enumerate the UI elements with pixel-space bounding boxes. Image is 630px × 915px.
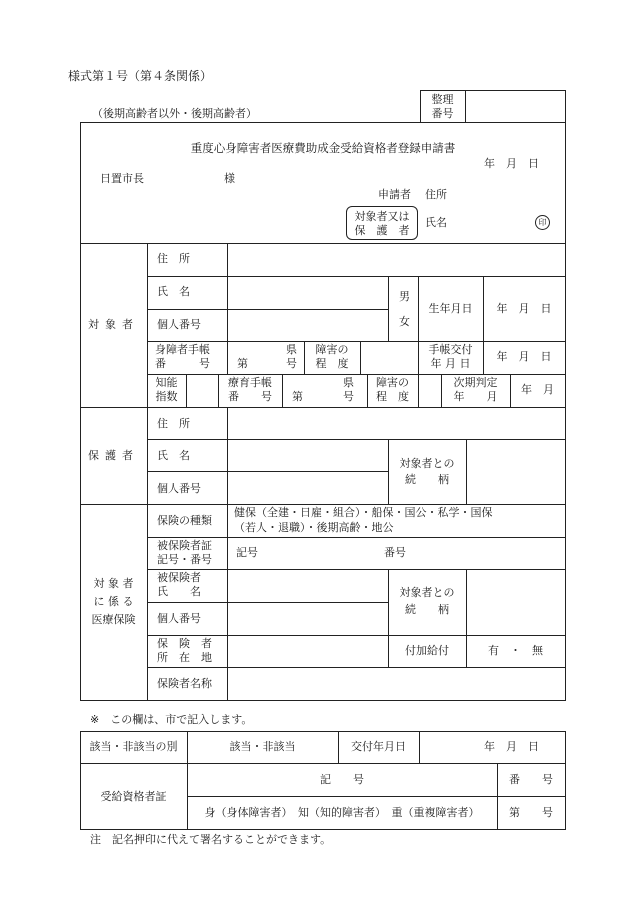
ryoiku-degree-label-2: 程 度: [376, 390, 409, 403]
insurer-address-label-1: 保 険 者: [157, 637, 212, 650]
seiri-label-1: 整理: [431, 93, 454, 106]
insurance-type-label: 保険の種類: [157, 514, 212, 527]
certificate-number[interactable]: 第 号: [509, 806, 553, 819]
subject-personal-number-label: 個人番号: [157, 318, 201, 331]
applicant-label: 申請者: [378, 188, 411, 201]
guardian-relation-label-1: 対象者との: [399, 457, 455, 470]
handbook-dai: 第: [237, 357, 248, 370]
guardian-name-label: 氏 名: [157, 449, 190, 462]
category-note: （後期高齢者以外・後期高齢者）: [92, 107, 257, 120]
handbook-label-1: 身障者手帳: [155, 343, 210, 356]
eligibility-value[interactable]: 該当・非該当: [229, 740, 296, 753]
ryoiku-pref: 県: [343, 376, 354, 389]
subject-address-field[interactable]: [228, 244, 564, 275]
birth-date-label: 生年月日: [428, 302, 473, 315]
ryoiku-gou: 号: [343, 390, 354, 403]
city-note: ※ この欄は、市で記入します。: [90, 713, 253, 726]
certificate-categories[interactable]: 身（身体障害者） 知（知的障害者） 重（重複障害者）: [204, 806, 480, 819]
form-title: 重度心身障害者医療費助成金受給資格者登録申請書: [190, 141, 456, 155]
subject-address-label: 住 所: [157, 252, 190, 265]
seal-mark: 印: [535, 215, 550, 230]
insurance-personal-number-label: 個人番号: [157, 612, 201, 625]
insurance-card-label-1: 被保険者証: [157, 539, 212, 552]
insurer-name-label: 保険者名称: [157, 677, 212, 690]
next-review-label-2: 年 月: [453, 390, 498, 403]
subject-section-label: 対象者: [88, 318, 139, 331]
supplement-label: 付加給付: [405, 644, 449, 657]
office-issue-date-value[interactable]: 年 月 日: [484, 740, 539, 753]
insurer-name-field[interactable]: [228, 668, 564, 699]
insurance-card-label-2: 記号・番号: [157, 553, 212, 566]
insurance-bango-label: 番号: [384, 546, 406, 559]
guardian-address-field[interactable]: [228, 408, 564, 438]
issue-date-value[interactable]: 年 月 日: [496, 350, 552, 363]
insurer-address-label-2: 所 在 地: [157, 651, 212, 664]
certificate-label: 受給資格者証: [100, 790, 167, 803]
disability-degree-label-2: 程 度: [315, 357, 349, 370]
insurance-relation-label-2: 続 柄: [405, 603, 449, 616]
insurance-relation-label-1: 対象者との: [399, 586, 455, 599]
addressee-suffix: 様: [224, 172, 235, 185]
insurance-section-label-1: 対 象 者: [93, 577, 134, 590]
applicant-address-label: 住所: [425, 188, 447, 201]
subject-name-label: 氏 名: [157, 285, 190, 298]
issue-date-label-2: 年 月 日: [430, 357, 471, 370]
guardian-address-label: 住 所: [157, 417, 190, 430]
iq-label-1: 知能: [155, 376, 178, 389]
subject-or-guardian-2: 保 護 者: [354, 224, 410, 237]
eligibility-label: 該当・非該当の別: [89, 740, 178, 753]
form-number: 様式第１号（第４条関係）: [68, 69, 213, 83]
insured-name-label-2: 氏 名: [157, 585, 201, 598]
applicant-name-label: 氏名: [425, 216, 447, 229]
insurance-section-label-2: に 係 る: [93, 595, 134, 608]
iq-label-2: 指数: [155, 390, 178, 403]
seiri-label-2: 番号: [431, 107, 454, 120]
birth-date-value[interactable]: 年 月 日: [496, 302, 552, 315]
female-option[interactable]: 女: [399, 315, 410, 328]
ryoiku-label-1: 療育手帳: [228, 376, 272, 389]
handbook-label-2: 番 号: [155, 357, 210, 370]
disability-degree-label-1: 障害の: [315, 343, 349, 356]
issue-date-label-1: 手帳交付: [428, 343, 473, 356]
ryoiku-label-2: 番 号: [228, 390, 272, 403]
next-review-value[interactable]: 年 月: [521, 383, 554, 396]
ryoiku-degree-label-1: 障害の: [376, 376, 409, 389]
application-date[interactable]: 年 月 日: [484, 157, 539, 170]
guardian-relation-label-2: 続 柄: [405, 473, 449, 486]
insured-name-label-1: 被保険者: [157, 571, 201, 584]
next-review-label-1: 次期判定: [453, 376, 498, 389]
seiri-number-field[interactable]: [466, 91, 564, 121]
kigo-header: 記 号: [320, 773, 364, 786]
supplement-value[interactable]: 有 ・ 無: [488, 644, 543, 657]
insurance-kigo-label: 記号: [236, 546, 258, 559]
footnote: 注 記名押印に代えて署名することができます。: [90, 833, 332, 846]
office-issue-date-label: 交付年月日: [351, 740, 406, 753]
handbook-gou: 号: [286, 357, 297, 370]
male-option[interactable]: 男: [399, 290, 410, 303]
ryoiku-dai: 第: [292, 390, 303, 403]
insurance-type-options-1[interactable]: 健保（全建・日雇・組合）・船保・国公・私学・国保: [234, 506, 493, 519]
insurance-section-label-3: 医療保険: [91, 613, 136, 626]
guardian-section-label: 保護者: [88, 449, 139, 462]
handbook-pref: 県: [286, 343, 297, 356]
subject-or-guardian-1: 対象者又は: [354, 210, 410, 223]
insurance-type-options-2[interactable]: （若人・退職）・後期高齢・地公: [234, 521, 394, 534]
addressee: 日置市長: [100, 172, 144, 185]
guardian-personal-number-label: 個人番号: [157, 482, 201, 495]
bango-header: 番 号: [509, 773, 553, 786]
